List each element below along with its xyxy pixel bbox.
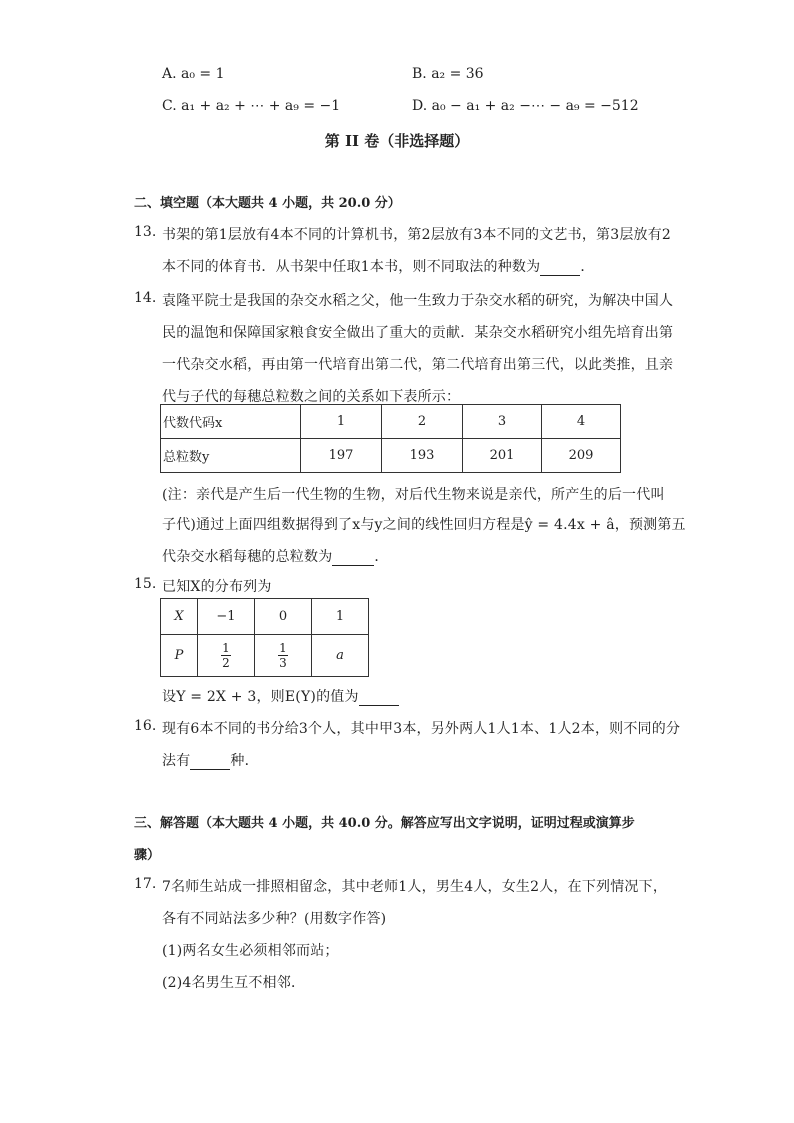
answer-blank bbox=[190, 755, 230, 770]
option-d: D. a₀ − a₁ + a₂ −⋯ − a₉ = −512 bbox=[412, 98, 639, 114]
question-number: 14. bbox=[134, 290, 157, 306]
question-note: 子代)通过上面四组数据得到了x与y之间的线性回归方程是ŷ = 4.4x + â，预测第五 bbox=[162, 517, 686, 533]
section-solutions-heading: 三、解答题（本大题共 4 小题，共 40.0 分。解答应写出文字说明，证明过程或演算步 bbox=[134, 816, 635, 831]
question-number: 15. bbox=[134, 576, 157, 592]
fraction-denominator: 3 bbox=[279, 656, 287, 670]
option-c: C. a₁ + a₂ + ⋯ + a₉ = −1 bbox=[162, 98, 341, 114]
question-note: (注：亲代是产生后一代生物的生物，对后代生物来说是亲代，所产生的后一代叫 bbox=[162, 487, 665, 503]
question-text: 已知X的分布列为 bbox=[162, 579, 272, 595]
question-text: 代与子代的每穗总粒数之间的关系如下表所示： bbox=[162, 389, 461, 405]
question-text: 袁隆平院士是我国的杂交水稻之父，他一生致力于杂交水稻的研究，为解决中国人 bbox=[162, 293, 674, 309]
question-text: 设Y = 2X + 3，则E(Y)的值为 bbox=[162, 689, 359, 705]
answer-blank bbox=[332, 551, 374, 566]
question-number: 16. bbox=[134, 718, 157, 734]
question-text-line bbox=[162, 256, 595, 276]
question-text: 一代杂交水稻，再由第一代培育出第二代，第二代培育出第三代，以此类推，且亲 bbox=[162, 357, 674, 373]
question-text: 7名师生站成一排照相留念，其中老师1人，男生4人，女生2人，在下列情况下， bbox=[162, 879, 668, 895]
table-row-label: 总粒数y bbox=[161, 439, 301, 473]
option-b: B. a₂ = 36 bbox=[412, 66, 484, 82]
section-fill-in-heading: 二、填空题（本大题共 4 小题，共 20.0 分） bbox=[134, 196, 401, 211]
question-text-line bbox=[162, 750, 259, 770]
table-cell: 193 bbox=[382, 439, 463, 473]
table-cell: P bbox=[161, 635, 198, 677]
question-text: 种． bbox=[230, 753, 259, 769]
fraction-numerator: 1 bbox=[279, 641, 287, 655]
fraction bbox=[221, 641, 231, 670]
question-number: 17. bbox=[134, 876, 157, 892]
question-text: 现有6本不同的书分给3个人，其中甲3本，另外两人1人1本、1人2本，则不同的分 bbox=[162, 721, 681, 737]
question-text: 各有不同站法多少种？(用数字作答) bbox=[162, 911, 387, 927]
fraction-numerator: 1 bbox=[222, 641, 230, 655]
table-cell: a bbox=[312, 635, 369, 677]
question-text-line bbox=[162, 546, 389, 566]
question-text: 民的温饱和保障国家粮食安全做出了重大的贡献．某杂交水稻研究小组先培育出第 bbox=[162, 325, 674, 341]
table-cell: 0 bbox=[255, 599, 312, 635]
question-text: 代杂交水稻每穗的总粒数为 bbox=[162, 549, 333, 565]
section-solutions-heading-cont: 骤） bbox=[134, 848, 161, 863]
table-cell: 1 bbox=[301, 405, 382, 439]
question-text: 书架的第1层放有4本不同的计算机书，第2层放有3本不同的文艺书，第3层放有2 bbox=[162, 227, 672, 243]
answer-blank bbox=[540, 261, 580, 276]
distribution-table bbox=[160, 598, 369, 677]
table-cell: 1 bbox=[312, 599, 369, 635]
question-number: 13. bbox=[134, 224, 157, 240]
question-text: 法有 bbox=[162, 753, 191, 769]
question-text: 本不同的体育书．从书架中任取1本书，则不同取法的种数为 bbox=[162, 259, 541, 275]
question-text: ． bbox=[580, 259, 595, 275]
option-a: A. a₀ = 1 bbox=[162, 66, 225, 82]
table-cell: −1 bbox=[198, 599, 255, 635]
question-text-line bbox=[162, 686, 399, 706]
table-cell: 3 bbox=[463, 405, 542, 439]
table-cell: 4 bbox=[542, 405, 621, 439]
generation-table bbox=[160, 404, 621, 473]
table-cell bbox=[255, 635, 312, 677]
answer-blank bbox=[359, 691, 399, 706]
table-cell bbox=[198, 635, 255, 677]
table-cell: 197 bbox=[301, 439, 382, 473]
table-cell: 201 bbox=[463, 439, 542, 473]
table-cell: 2 bbox=[382, 405, 463, 439]
sub-question: (1)两名女生必须相邻而站； bbox=[162, 943, 339, 959]
question-text: ． bbox=[374, 549, 389, 565]
table-cell: 209 bbox=[542, 439, 621, 473]
table-row-label: 代数代码x bbox=[161, 405, 301, 439]
table-cell: X bbox=[161, 599, 198, 635]
part-title: 第 II 卷（非选择题） bbox=[324, 132, 470, 150]
fraction-denominator: 2 bbox=[222, 656, 230, 670]
sub-question: (2)4名男生互不相邻． bbox=[162, 975, 306, 991]
fraction bbox=[278, 641, 288, 670]
